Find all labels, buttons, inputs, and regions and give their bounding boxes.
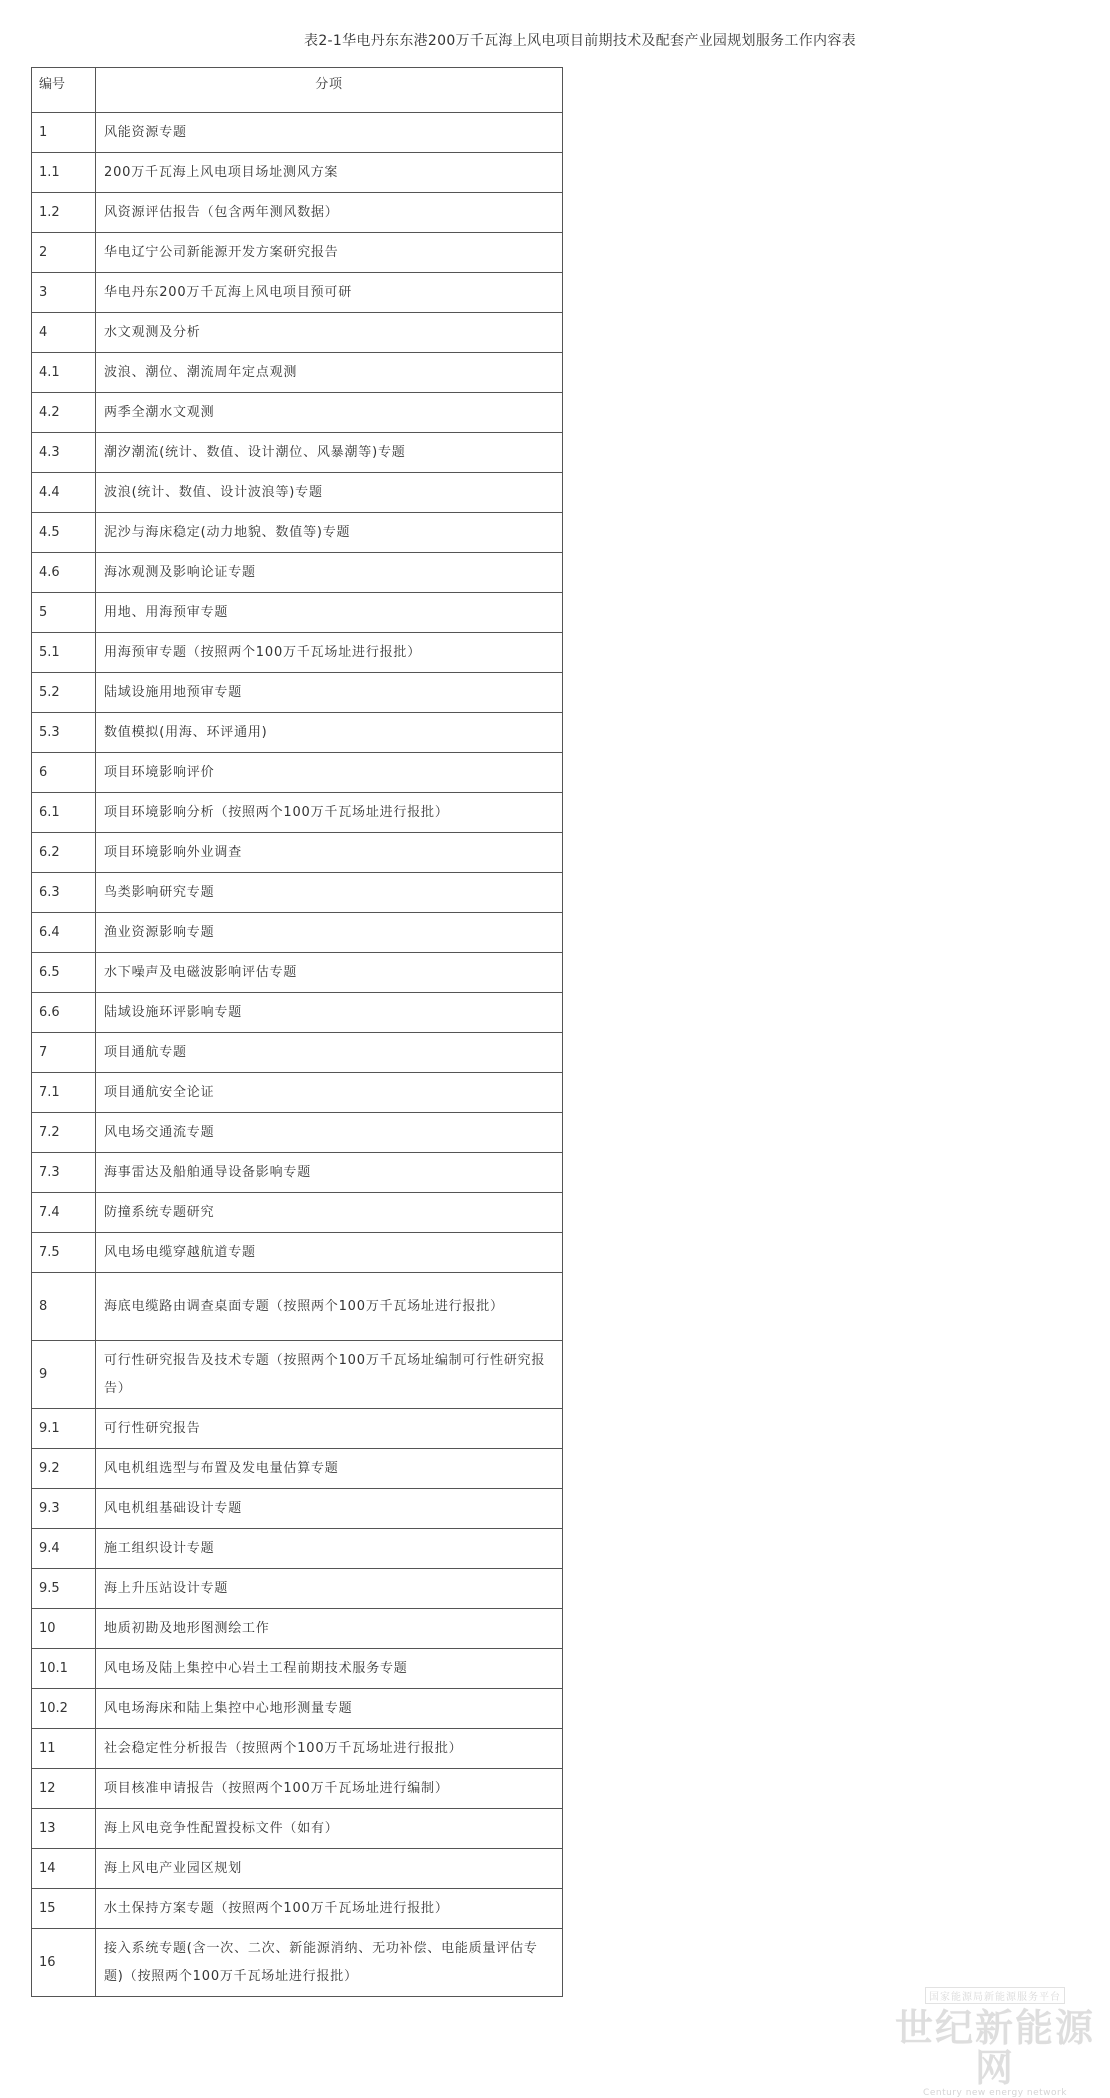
row-num: 7.2 bbox=[32, 1113, 96, 1152]
row-num: 9.4 bbox=[32, 1529, 96, 1568]
row-item: 海冰观测及影响论证专题 bbox=[96, 553, 563, 592]
row-item: 社会稳定性分析报告（按照两个100万千瓦场址进行报批） bbox=[96, 1729, 563, 1768]
row-item: 用地、用海预审专题 bbox=[96, 593, 563, 632]
row-item: 水土保持方案专题（按照两个100万千瓦场址进行报批） bbox=[96, 1889, 563, 1928]
row-num: 6.6 bbox=[32, 993, 96, 1032]
row-item: 风资源评估报告（包含两年测风数据） bbox=[96, 193, 563, 232]
row-item: 项目核准申请报告（按照两个100万千瓦场址进行编制） bbox=[96, 1769, 563, 1808]
row-num: 16 bbox=[32, 1929, 96, 1996]
row-num: 7.3 bbox=[32, 1153, 96, 1192]
row-item: 泥沙与海床稳定(动力地貌、数值等)专题 bbox=[96, 513, 563, 552]
table-row bbox=[32, 1649, 563, 1689]
table-row bbox=[32, 1341, 563, 1409]
row-item: 海事雷达及船舶通导设备影响专题 bbox=[96, 1153, 563, 1192]
table-row bbox=[32, 833, 563, 873]
table-row bbox=[32, 1569, 563, 1609]
row-item: 海上风电产业园区规划 bbox=[96, 1849, 563, 1888]
table-row bbox=[32, 1033, 563, 1073]
row-num: 6 bbox=[32, 753, 96, 792]
row-num: 6.3 bbox=[32, 873, 96, 912]
table-row bbox=[32, 473, 563, 513]
row-item: 可行性研究报告及技术专题（按照两个100万千瓦场址编制可行性研究报告） bbox=[96, 1341, 563, 1408]
watermark-english: Century new energy network bbox=[923, 2088, 1067, 2098]
row-item: 鸟类影响研究专题 bbox=[96, 873, 563, 912]
table-row bbox=[32, 1153, 563, 1193]
row-item: 地质初勘及地形图测绘工作 bbox=[96, 1609, 563, 1648]
table-row bbox=[32, 1529, 563, 1569]
table-row bbox=[32, 873, 563, 913]
row-item: 潮汐潮流(统计、数值、设计潮位、风暴潮等)专题 bbox=[96, 433, 563, 472]
row-item: 防撞系统专题研究 bbox=[96, 1193, 563, 1232]
table-row bbox=[32, 1073, 563, 1113]
table-row bbox=[32, 673, 563, 713]
row-item: 风能资源专题 bbox=[96, 113, 563, 152]
row-item: 风电场海床和陆上集控中心地形测量专题 bbox=[96, 1689, 563, 1728]
row-num: 15 bbox=[32, 1889, 96, 1928]
row-item: 水下噪声及电磁波影响评估专题 bbox=[96, 953, 563, 992]
row-item: 项目通航专题 bbox=[96, 1033, 563, 1072]
row-item: 200万千瓦海上风电项目场址测风方案 bbox=[96, 153, 563, 192]
row-item: 陆域设施环评影响专题 bbox=[96, 993, 563, 1032]
row-item: 风电机组选型与布置及发电量估算专题 bbox=[96, 1449, 563, 1488]
row-item: 两季全潮水文观测 bbox=[96, 393, 563, 432]
row-num: 3 bbox=[32, 273, 96, 312]
watermark-subtitle: 国家能源局新能源服务平台 bbox=[925, 1987, 1065, 2004]
row-num: 2 bbox=[32, 233, 96, 272]
row-item: 数值模拟(用海、环评通用) bbox=[96, 713, 563, 752]
row-num: 10 bbox=[32, 1609, 96, 1648]
table-row bbox=[32, 1193, 563, 1233]
table-row bbox=[32, 1113, 563, 1153]
table-row bbox=[32, 1769, 563, 1809]
table-row bbox=[32, 913, 563, 953]
row-item: 风电场电缆穿越航道专题 bbox=[96, 1233, 563, 1272]
table-row bbox=[32, 1449, 563, 1489]
row-item: 可行性研究报告 bbox=[96, 1409, 563, 1448]
row-item: 水文观测及分析 bbox=[96, 313, 563, 352]
row-item: 渔业资源影响专题 bbox=[96, 913, 563, 952]
table-row bbox=[32, 1489, 563, 1529]
table-row bbox=[32, 793, 563, 833]
row-item: 风电场及陆上集控中心岩土工程前期技术服务专题 bbox=[96, 1649, 563, 1688]
row-num: 4.5 bbox=[32, 513, 96, 552]
row-num: 10.2 bbox=[32, 1689, 96, 1728]
row-num: 9.3 bbox=[32, 1489, 96, 1528]
row-item: 项目通航安全论证 bbox=[96, 1073, 563, 1112]
row-num: 6.5 bbox=[32, 953, 96, 992]
table-row bbox=[32, 393, 563, 433]
header-item: 分项 bbox=[96, 68, 563, 112]
row-num: 5.3 bbox=[32, 713, 96, 752]
watermark-title: 世纪新能源网 bbox=[894, 2005, 1095, 2090]
row-num: 11 bbox=[32, 1729, 96, 1768]
row-num: 1.2 bbox=[32, 193, 96, 232]
table-row bbox=[32, 1809, 563, 1849]
row-num: 5.1 bbox=[32, 633, 96, 672]
table-row bbox=[32, 113, 563, 153]
row-num: 6.1 bbox=[32, 793, 96, 832]
table-row bbox=[32, 1609, 563, 1649]
table-row bbox=[32, 1689, 563, 1729]
row-num: 1.1 bbox=[32, 153, 96, 192]
row-num: 9.2 bbox=[32, 1449, 96, 1488]
table-row bbox=[32, 353, 563, 393]
row-num: 14 bbox=[32, 1849, 96, 1888]
table-caption: 表2-1华电丹东东港200万千瓦海上风电项目前期技术及配套产业园规划服务工作内容表 bbox=[304, 33, 856, 49]
table-body bbox=[32, 113, 563, 1997]
row-item: 陆域设施用地预审专题 bbox=[96, 673, 563, 712]
row-item: 风电场交通流专题 bbox=[96, 1113, 563, 1152]
row-item: 施工组织设计专题 bbox=[96, 1529, 563, 1568]
table-row bbox=[32, 193, 563, 233]
row-num: 4.1 bbox=[32, 353, 96, 392]
table-row bbox=[32, 233, 563, 273]
table-row bbox=[32, 1233, 563, 1273]
row-item: 用海预审专题（按照两个100万千瓦场址进行报批） bbox=[96, 633, 563, 672]
row-num: 9 bbox=[32, 1341, 96, 1408]
table-row bbox=[32, 553, 563, 593]
row-num: 7.1 bbox=[32, 1073, 96, 1112]
row-num: 13 bbox=[32, 1809, 96, 1848]
row-num: 12 bbox=[32, 1769, 96, 1808]
row-num: 4.4 bbox=[32, 473, 96, 512]
row-item: 海上升压站设计专题 bbox=[96, 1569, 563, 1608]
row-item: 海底电缆路由调查桌面专题（按照两个100万千瓦场址进行报批） bbox=[96, 1273, 563, 1340]
row-item: 波浪、潮位、潮流周年定点观测 bbox=[96, 353, 563, 392]
table-row bbox=[32, 1849, 563, 1889]
row-num: 6.2 bbox=[32, 833, 96, 872]
row-num: 6.4 bbox=[32, 913, 96, 952]
row-num: 5.2 bbox=[32, 673, 96, 712]
row-num: 9.5 bbox=[32, 1569, 96, 1608]
table-row bbox=[32, 953, 563, 993]
row-num: 7 bbox=[32, 1033, 96, 1072]
table-row bbox=[32, 513, 563, 553]
row-item: 风电机组基础设计专题 bbox=[96, 1489, 563, 1528]
row-num: 4.3 bbox=[32, 433, 96, 472]
row-item: 华电丹东200万千瓦海上风电项目预可研 bbox=[96, 273, 563, 312]
header-num: 编号 bbox=[32, 68, 96, 112]
table-row bbox=[32, 313, 563, 353]
row-item: 华电辽宁公司新能源开发方案研究报告 bbox=[96, 233, 563, 272]
table-row bbox=[32, 1409, 563, 1449]
row-num: 4.6 bbox=[32, 553, 96, 592]
watermark-logo bbox=[880, 1985, 1110, 2098]
table-row bbox=[32, 593, 563, 633]
row-item: 波浪(统计、数值、设计波浪等)专题 bbox=[96, 473, 563, 512]
table-row bbox=[32, 1729, 563, 1769]
row-item: 接入系统专题(含一次、二次、新能源消纳、无功补偿、电能质量评估专题)（按照两个100万千瓦场址进行报批） bbox=[96, 1929, 563, 1996]
table-header-row bbox=[32, 68, 563, 113]
row-num: 4 bbox=[32, 313, 96, 352]
table-row bbox=[32, 993, 563, 1033]
row-num: 1 bbox=[32, 113, 96, 152]
row-num: 7.5 bbox=[32, 1233, 96, 1272]
row-num: 9.1 bbox=[32, 1409, 96, 1448]
table-row bbox=[32, 433, 563, 473]
row-num: 8 bbox=[32, 1273, 96, 1340]
row-num: 4.2 bbox=[32, 393, 96, 432]
row-num: 7.4 bbox=[32, 1193, 96, 1232]
table-row bbox=[32, 1889, 563, 1929]
table-row bbox=[32, 633, 563, 673]
work-content-table bbox=[31, 67, 563, 1997]
row-item: 项目环境影响评价 bbox=[96, 753, 563, 792]
table-row bbox=[32, 153, 563, 193]
row-item: 海上风电竞争性配置投标文件（如有） bbox=[96, 1809, 563, 1848]
row-item: 项目环境影响外业调查 bbox=[96, 833, 563, 872]
table-row bbox=[32, 713, 563, 753]
table-row bbox=[32, 1929, 563, 1997]
row-num: 5 bbox=[32, 593, 96, 632]
table-row bbox=[32, 753, 563, 793]
row-item: 项目环境影响分析（按照两个100万千瓦场址进行报批） bbox=[96, 793, 563, 832]
table-row bbox=[32, 1273, 563, 1341]
table-row bbox=[32, 273, 563, 313]
row-num: 10.1 bbox=[32, 1649, 96, 1688]
